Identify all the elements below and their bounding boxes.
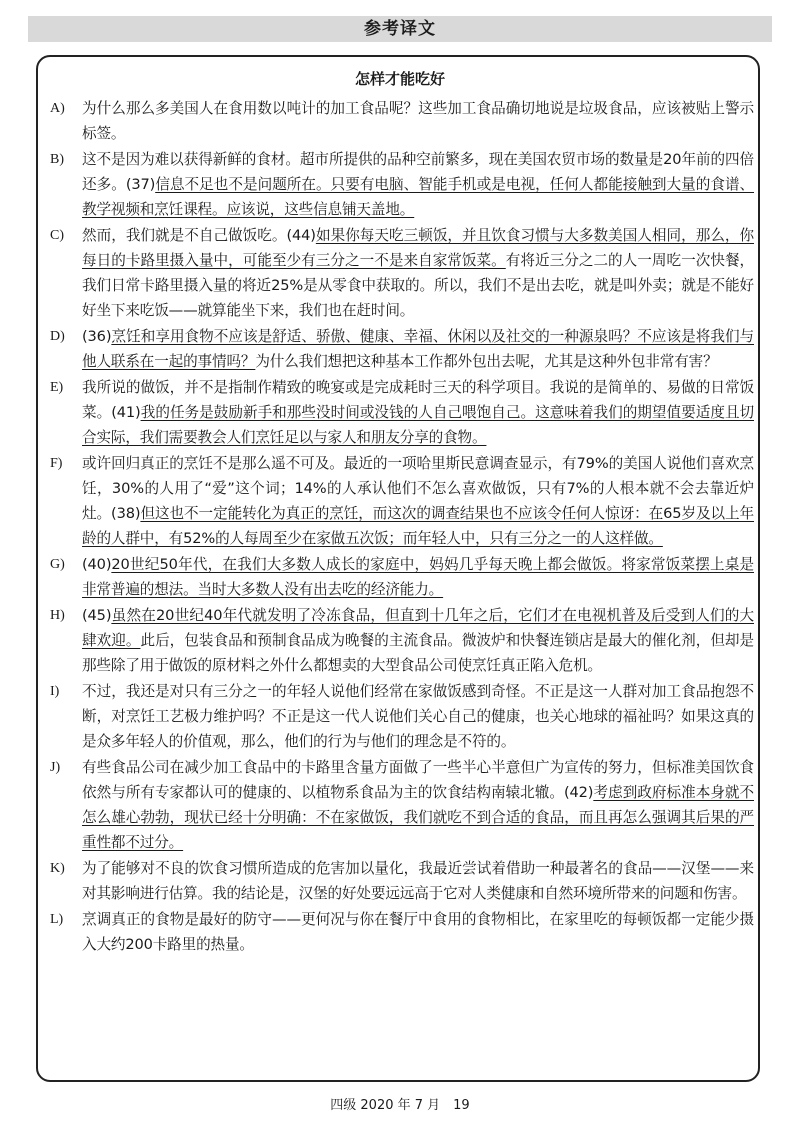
paragraph xyxy=(50,552,754,602)
paragraph-label: G) xyxy=(50,557,65,572)
article-body xyxy=(50,96,754,958)
paragraph xyxy=(50,96,754,146)
paragraph-text xyxy=(82,324,754,374)
paragraph-label: J) xyxy=(50,760,61,775)
paragraph-text xyxy=(82,856,754,906)
paragraph-label: K) xyxy=(50,861,65,876)
paragraph-text xyxy=(82,223,754,323)
page-footer: 四级 2020 年 7 月 19 xyxy=(330,1098,470,1113)
paragraph xyxy=(50,375,754,450)
article-title: 怎样才能吃好 xyxy=(354,70,445,88)
paragraph-label: I) xyxy=(50,684,60,699)
underlined-sentence: 信息不足也不是问题所在。只要有电脑、智能手机或是电视，任何人都能接触到大量的食谱、教学视频和烹饪课程。应该说，这些信息铺天盖地。 xyxy=(82,176,754,218)
underlined-sentence: 但这也不一定能转化为真正的烹饪，而这次的调查结果也不应该令任何人惊讶：在65岁及以上年龄的人群中，有52%的人每周至少在家做五次饭；而年轻人中，只有三分之一的人这样做。 xyxy=(82,505,755,547)
paragraph xyxy=(50,679,754,754)
text-segment: (36) xyxy=(82,328,112,345)
paragraph-text xyxy=(82,603,754,678)
paragraph-label: L) xyxy=(50,912,64,927)
paragraph-label: B) xyxy=(50,152,64,167)
underlined-sentence: 考虑到政府标准本身就不怎么雄心勃勃，现状已经十分明确：不在家做饭，我们就吃不到合适的食品，而且再怎么强调其后果的严重性都不过分。 xyxy=(82,784,754,851)
page-header-title: 参考译文 xyxy=(364,19,436,39)
text-segment: 为什么我们想把这种基本工作都外包出去呢，尤其是这种外包非常有害？ xyxy=(255,353,718,370)
paragraph xyxy=(50,856,754,906)
text-segment: 我所说的做饭，并不是指制作精致的晚宴或是完成耗时三天的科学项目。我说的是简单的、易做的日常饭菜。(41) xyxy=(82,379,754,421)
paragraph-text xyxy=(82,679,754,754)
text-segment: 然而，我们就是不自己做饭吃。(44) xyxy=(82,227,316,244)
text-segment: 为什么那么多美国人在食用数以吨计的加工食品呢？这些加工食品确切地说是垃圾食品，应该被贴上警示标签。 xyxy=(82,100,754,142)
paragraph xyxy=(50,223,754,323)
paragraph xyxy=(50,451,754,551)
text-segment: 不过，我还是对只有三分之一的年轻人说他们经常在家做饭感到奇怪。不正是这一人群对加工食品抱怨不断，对烹饪工艺极力维护吗？不正是这一代人说他们关心自己的健康，也关心地球的福祉吗？如果这真的是众多年轻人的价值观，那么，他们的行为与他们的理念是不符的。 xyxy=(82,683,754,750)
text-segment: 为了能够对不良的饮食习惯所造成的危害加以量化，我最近尝试着借助一种最著名的食品——汉堡——来对其影响进行估算。我的结论是，汉堡的好处要远远高于它对人类健康和自然环境所带来的问题和伤害。 xyxy=(82,860,754,902)
paragraph xyxy=(50,324,754,374)
paragraph xyxy=(50,603,754,678)
paragraph-text xyxy=(82,552,754,602)
paragraph-text xyxy=(82,375,754,450)
paragraph-label: E) xyxy=(50,380,64,395)
paragraph xyxy=(50,755,754,855)
paragraph-text xyxy=(82,147,754,222)
underlined-sentence: 烹饪和享用食物不应该是舒适、骄傲、健康、幸福、休闲以及社交的一种源泉吗？不应该是将我们与他人联系在一起的事情吗？ xyxy=(82,328,754,370)
paragraph xyxy=(50,147,754,222)
text-segment: (40) xyxy=(82,556,112,573)
paragraph-text xyxy=(82,755,754,855)
text-segment: 有将近三分之二的人一周吃一次快餐，我们日常卡路里摄入量的将近25%是从零食中获取的。所以，我们不是出去吃，就是叫外卖；就是不能好好坐下来吃饭——就算能坐下来，我们也在赶时间。 xyxy=(82,252,755,319)
text-segment: 这不是因为难以获得新鲜的食材。超市所提供的品种空前繁多，现在美国农贸市场的数量是20年前的四倍还多。(37) xyxy=(82,151,754,193)
underlined-sentence: 我的任务是鼓励新手和那些没时间或没钱的人自己喂饱自己。这意味着我们的期望值要适度且切合实际，我们需要教会人们烹饪足以与家人和朋友分享的食物。 xyxy=(82,404,754,446)
paragraph-text xyxy=(82,96,754,146)
paragraph-label: D) xyxy=(50,329,65,344)
paragraph-text xyxy=(82,907,754,957)
text-segment: 此后，包装食品和预制食品成为晚餐的主流食品。微波炉和快餐连锁店是最大的催化剂，但却是那些除了用于做饭的原材料之外什么都想卖的大型食品公司使烹饪真正陷入危机。 xyxy=(82,632,754,674)
paragraph xyxy=(50,907,754,957)
text-segment: 或许回归真正的烹饪不是那么遥不可及。最近的一项哈里斯民意调查显示，有79%的美国人说他们喜欢烹饪，30%的人用了“爱”这个词；14%的人承认他们不怎么喜欢做饭，只有7%的人根本就不会去靠近炉灶。(38) xyxy=(82,455,754,522)
paragraph-label: A) xyxy=(50,101,65,116)
underlined-sentence: 如果你每天吃三顿饭，并且饮食习惯与大多数美国人相同，那么，你每日的卡路里摄入量中，可能至少有三分之一不是来自家常饭菜。 xyxy=(82,227,754,269)
paragraph-label: F) xyxy=(50,456,63,471)
underlined-sentence: 虽然在20世纪40年代就发明了冷冻食品，但直到十几年之后，它们才在电视机普及后受到人们的大肆欢迎。 xyxy=(82,607,754,649)
text-segment: (45) xyxy=(82,607,112,624)
text-segment: 烹调真正的食物是最好的防守——更何况与你在餐厅中食用的食物相比，在家里吃的每顿饭都一定能少摄入大约200卡路里的热量。 xyxy=(82,911,754,953)
text-segment: 有些食品公司在减少加工食品中的卡路里含量方面做了一些半心半意但广为宣传的努力，但标准美国饮食依然与所有专家都认可的健康的、以植物系食品为主的饮食结构南辕北辙。(42) xyxy=(82,759,754,801)
paragraph-label: H) xyxy=(50,608,65,623)
paragraph-label: C) xyxy=(50,228,64,243)
underlined-sentence: 20世纪50年代，在我们大多数人成长的家庭中，妈妈几乎每天晚上都会做饭。将家常饭菜摆上桌是非常普遍的想法。当时大多数人没有出去吃的经济能力。 xyxy=(82,556,754,598)
paragraph-text xyxy=(82,451,754,551)
